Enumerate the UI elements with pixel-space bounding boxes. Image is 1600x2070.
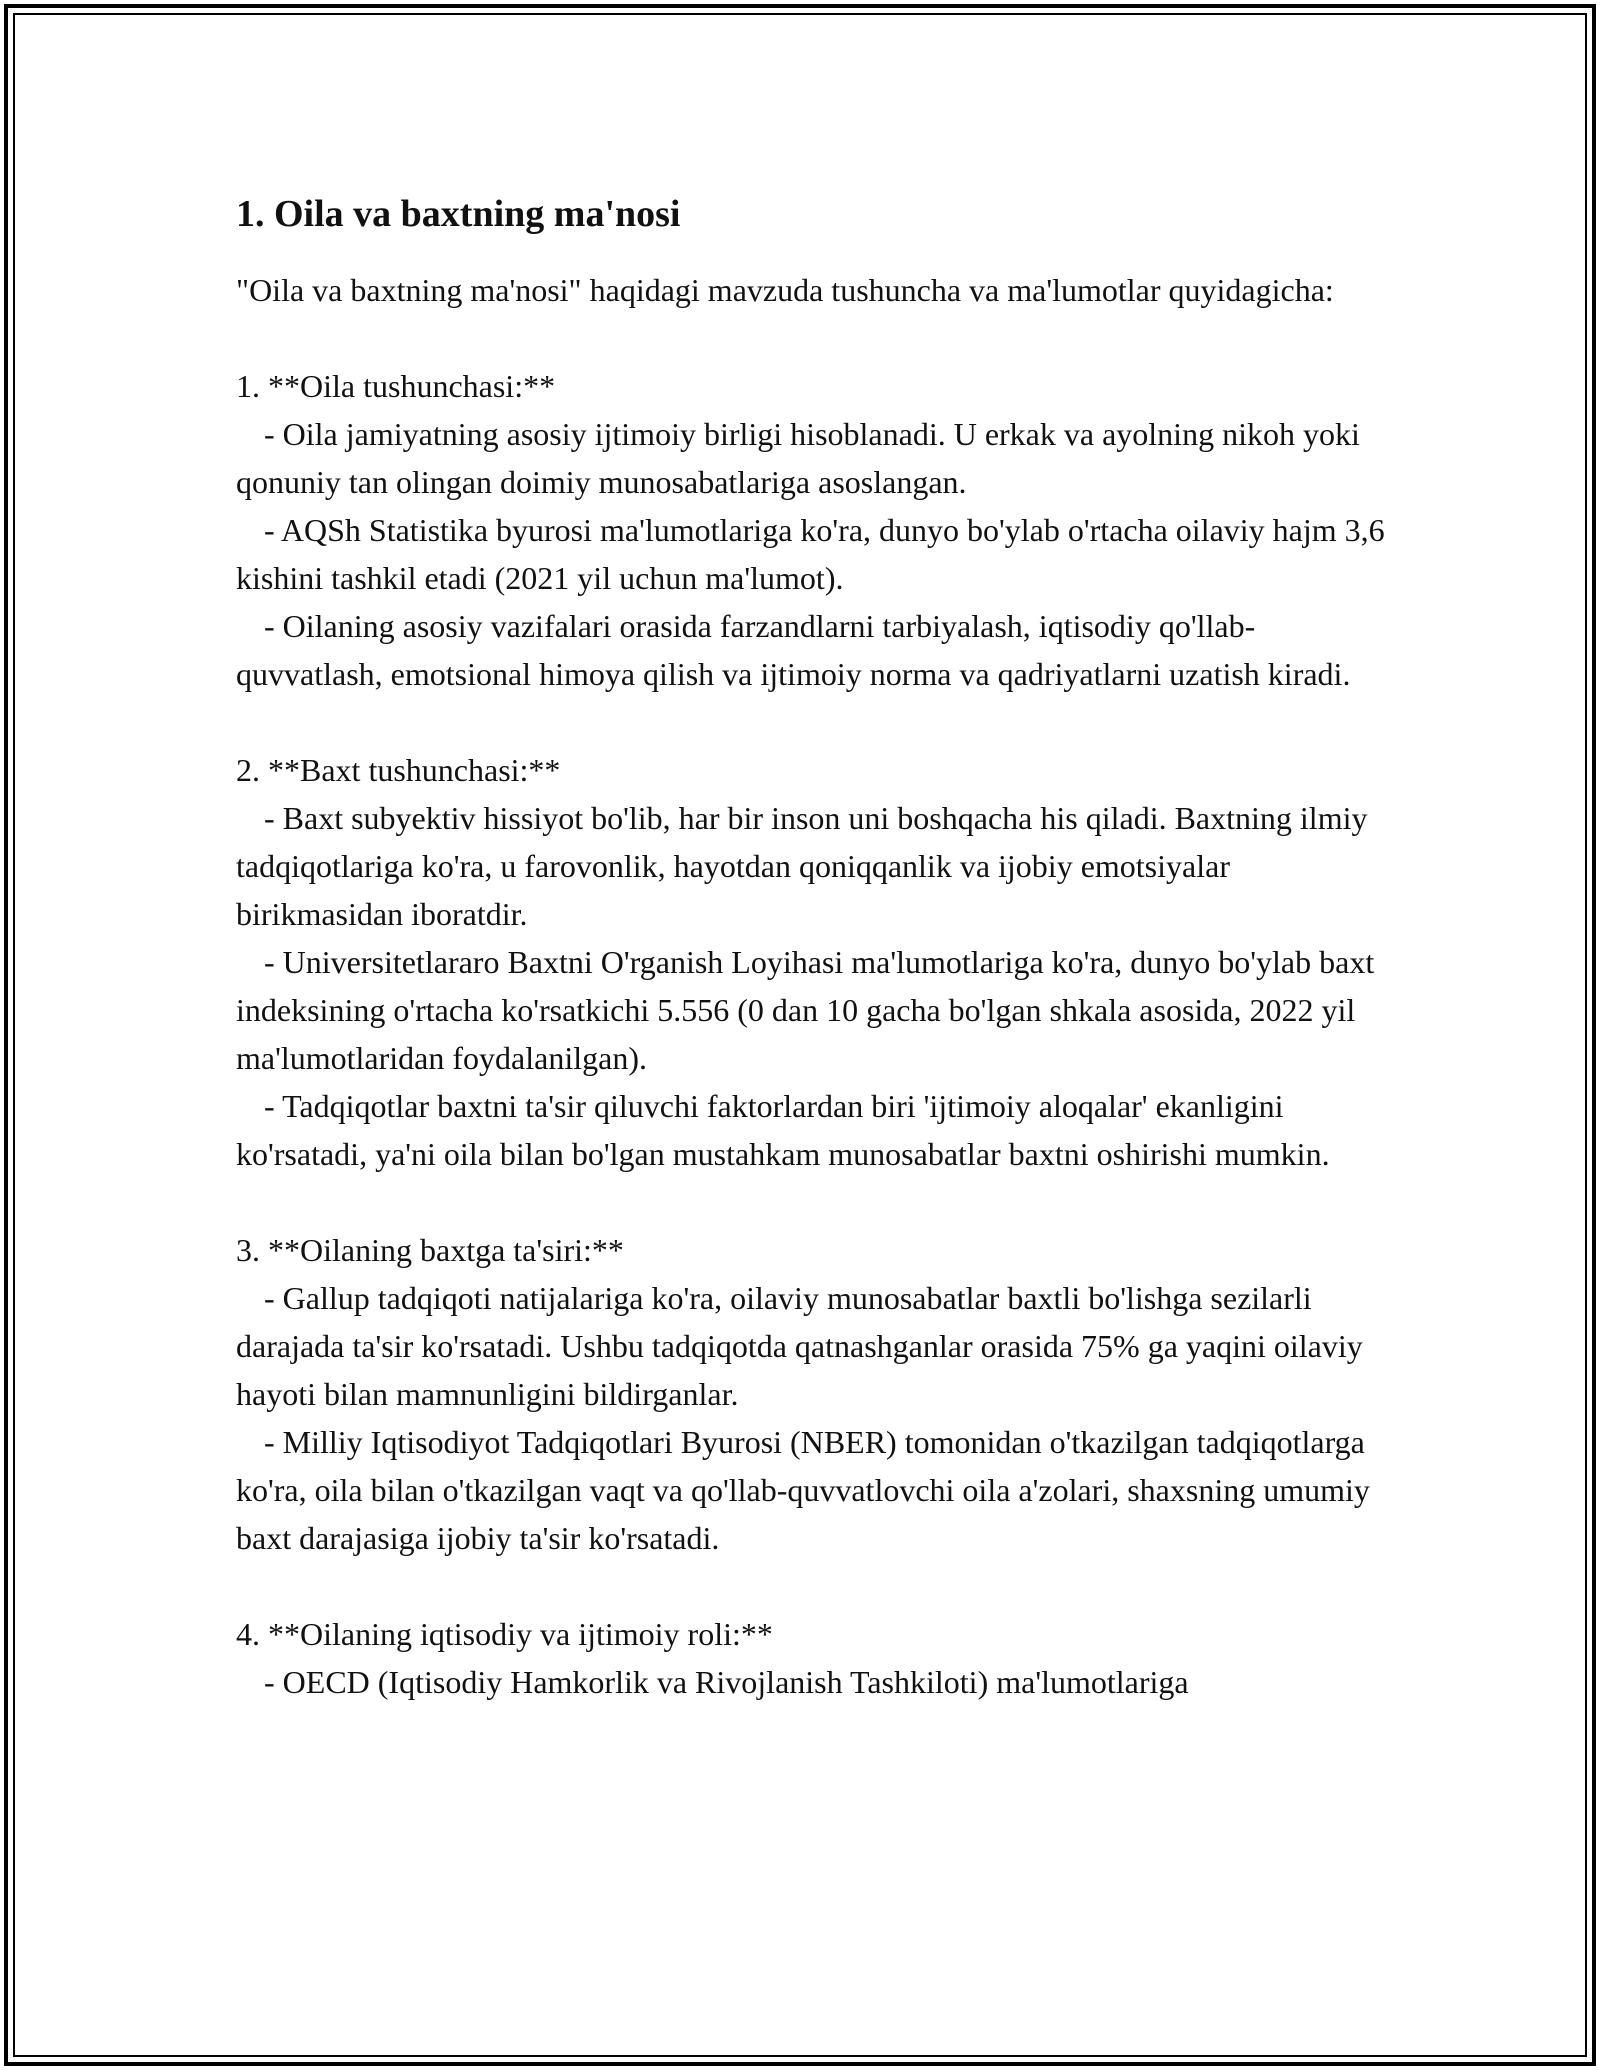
intro-paragraph: "Oila va baxtning ma'nosi" haqidagi mavzuda tushuncha va ma'lumotlar quyidagicha: xyxy=(236,272,1334,308)
list-item xyxy=(236,506,1386,602)
list-item xyxy=(236,794,1386,938)
list-item-text: - Universitetlararo Baxtni O'rganish Loyihasi ma'lumotlariga ko'ra, dunyo bo'ylab baxt indeksining o'rtacha ko'rsatkichi 5.556 (0 dan 10 gacha bo'lgan shkala asosida, 2022 yil ma'lumotlaridan foydalanilgan). xyxy=(236,944,1375,1076)
list-item xyxy=(236,1274,1386,1418)
section-family-role xyxy=(236,1610,1386,1706)
section-family-concept xyxy=(236,362,1386,698)
list-item xyxy=(236,602,1386,698)
list-item-text: - Gallup tadqiqoti natijalariga ko'ra, oilaviy munosabatlar baxtli bo'lishga sezilarli darajada ta'sir ko'rsatadi. Ushbu tadqiqotda qatnashganlar orasida 75% ga yaqini oilaviy hayoti bilan mamnunligini bildirganlar. xyxy=(236,1280,1363,1412)
list-item-text: - Oilaning asosiy vazifalari orasida farzandlarni tarbiyalash, iqtisodiy qo'llab-quvvatlash, emotsional himoya qilish va ijtimoiy norma va qadriyatlarni uzatish kiradi. xyxy=(236,608,1351,692)
list-item xyxy=(236,1082,1386,1178)
section-heading: 1. **Oila tushunchasi:** xyxy=(236,368,556,404)
section-heading: 4. **Oilaning iqtisodiy va ijtimoiy roli:** xyxy=(236,1616,773,1652)
section-family-impact xyxy=(236,1226,1386,1562)
list-item-text: - Oila jamiyatning asosiy ijtimoiy birligi hisoblanadi. U erkak va ayolning nikoh yoki qonuniy tan olingan doimiy munosabatlariga asoslangan. xyxy=(236,416,1360,500)
list-item-text: - Milliy Iqtisodiyot Tadqiqotlari Byurosi (NBER) tomonidan o'tkazilgan tadqiqotlarga ko'ra, oila bilan o'tkazilgan vaqt va qo'llab-quvvatlovchi oila a'zolari, shaxsning umumiy baxt darajasiga ijobiy ta'sir ko'rsatadi. xyxy=(236,1424,1370,1556)
list-item-text: - OECD (Iqtisodiy Hamkorlik va Rivojlanish Tashkiloti) ma'lumotlariga xyxy=(264,1664,1189,1700)
section-heading: 2. **Baxt tushunchasi:** xyxy=(236,752,561,788)
list-item-text: - Baxt subyektiv hissiyot bo'lib, har bir inson uni boshqacha his qiladi. Baxtning ilmiy tadqiqotlariga ko'ra, u farovonlik, hayotdan qoniqqanlik va ijobiy emotsiyalar birikmasidan iboratdir. xyxy=(236,800,1368,932)
list-item-text: - AQSh Statistika byurosi ma'lumotlariga ko'ra, dunyo bo'ylab o'rtacha oilaviy hajm 3,6 kishini tashkil etadi (2021 yil uchun ma'lumot). xyxy=(236,512,1385,596)
list-item xyxy=(236,938,1386,1082)
document-body xyxy=(236,188,1386,1706)
list-item xyxy=(236,1418,1386,1562)
list-item xyxy=(236,410,1386,506)
list-item xyxy=(236,1658,1386,1706)
section-heading: 3. **Oilaning baxtga ta'siri:** xyxy=(236,1232,624,1268)
section-happiness-concept xyxy=(236,746,1386,1178)
page-title: 1. Oila va baxtning ma'nosi xyxy=(236,193,681,235)
list-item-text: - Tadqiqotlar baxtni ta'sir qiluvchi faktorlardan biri 'ijtimoiy aloqalar' ekanligini ko'rsatadi, ya'ni oila bilan bo'lgan mustahkam munosabatlar baxtni oshirishi mumkin. xyxy=(236,1088,1330,1172)
